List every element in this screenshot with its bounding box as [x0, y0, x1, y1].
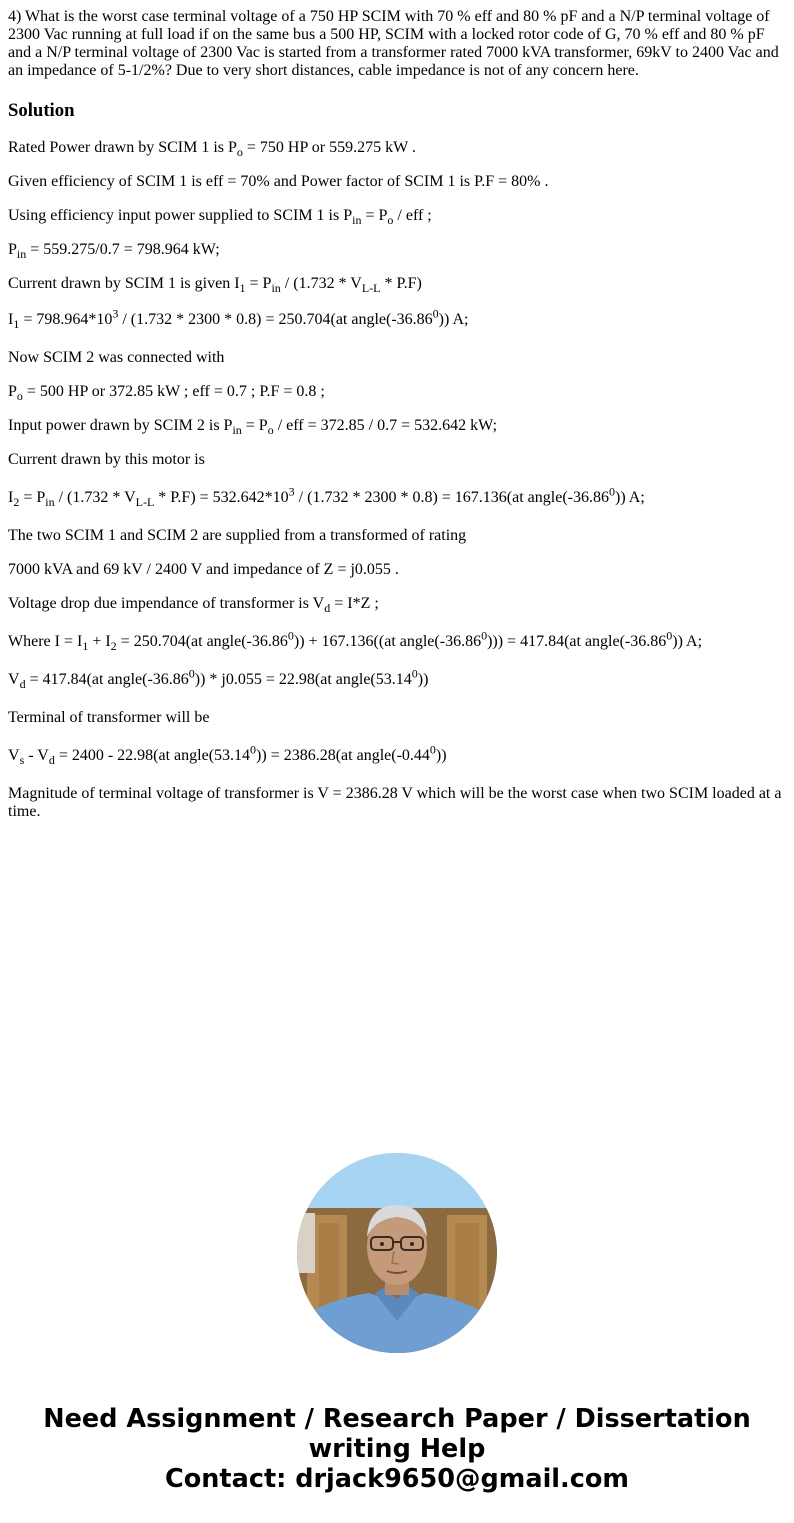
line-current-value-2: $I_2 = P_{in} / (1.732 * V_{L-L} * P.F) = 532.642*10^3 / (1.732 * 2300 * 0.8) = 167.136(at$ angle(-36.86$^0$)) A; — [8, 484, 645, 510]
line-scim2-input-power: Input power drawn by SCIM 2 is $P_{in} = P_o$ / eff = 372.85 / 0.7 = 532.642 kW; — [8, 417, 498, 438]
question-text: 4) What is the worst case terminal voltage of a 750 HP SCIM with 70 % eff and 80 % pF and a N/P terminal voltage of 2300 Vac running at full load if on the same bus a 500 HP, SCIM with a locked rotor code of G, 70 % eff and 80 % pF and a N/P terminal voltage of 2300 Vac is started from a transformer rated 7000 kVA transformer, 69kV to 2400 Vac and an impedance of 5-1/2%? Due to very short distances, cable impedance is not of any concern here. — [8, 8, 779, 79]
line-current-value-1: $I_1 = 798.964*10^3 / (1.732 * 2300 * 0.8) = 250.704(at$ angle(-36.86$^0$)) A; — [8, 306, 469, 332]
footer-promo — [0, 1404, 794, 1494]
line-rated-power: Rated Power drawn by SCIM 1 is $P_o = 750$ HP or 559.275 kW . — [8, 139, 416, 160]
author-avatar — [297, 1153, 497, 1353]
line-input-power-value: $P_{in} = 559.275/0.7 = 798.964$ kW; — [8, 241, 220, 262]
footer-line-1: Need Assignment / Research Paper / Dissertation — [43, 1404, 751, 1434]
line-transformer-rating: 7000 kVA and 69 kV / 2400 V and impedance of Z = j0.055 . — [8, 561, 399, 578]
line-voltage-drop-value: $V_d = 417.84(at$ angle(-36.86$^0$)) * j0.055 = 22.98(at angle(53.14$^0$)) — [8, 666, 429, 692]
line-terminal-intro: Terminal of transformer will be — [8, 709, 210, 726]
line-voltage-drop-formula: Voltage drop due impendance of transformer is $V_d = I*Z$ ; — [8, 595, 379, 616]
line-total-current: Where $I = I_1 + I_2 = 250.704(at$ $angle(-36.86^0)) + 167.136((at$ $angle(-36.86^0))) = 417.84(at$ angle(-36.86$^0$)) A; — [8, 628, 703, 654]
line-current-formula: Current drawn by SCIM 1 is given $I_1 = P_{in} / (1.732 * V_{L-L} * P.F)$ — [8, 275, 422, 296]
avatar-portrait — [297, 1153, 497, 1353]
footer-line-2: writing Help — [308, 1434, 486, 1464]
line-transformer-intro: The two SCIM 1 and SCIM 2 are supplied from a transformed of rating — [8, 527, 467, 544]
line-motor-current-intro: Current drawn by this motor is — [8, 451, 205, 468]
line-terminal-voltage: $V_s - V_d = 2400 - 22.98(at$ $angle(53.14^0)) = 2386.28(at$ angle(-0.44$^0$)) — [8, 742, 447, 768]
line-scim2-intro: Now SCIM 2 was connected with — [8, 349, 225, 366]
line-scim2-params: $P_o = 500$ HP or 372.85 kW ; eff = 0.7 ; P.F = 0.8 ; — [8, 383, 325, 404]
line-input-power-formula: Using efficiency input power supplied to SCIM 1 is $P_{in} = P_o$ / eff ; — [8, 207, 432, 228]
line-conclusion: Magnitude of terminal voltage of transformer is V = 2386.28 V which will be the worst case when two SCIM loaded at a time. — [8, 785, 782, 820]
line-efficiency: Given efficiency of SCIM 1 is eff = 70% and Power factor of SCIM 1 is P.F = 80% . — [8, 173, 549, 190]
footer-contact: Contact: drjack9650@gmail.com — [165, 1464, 629, 1494]
solution-heading: Solution — [8, 100, 75, 121]
